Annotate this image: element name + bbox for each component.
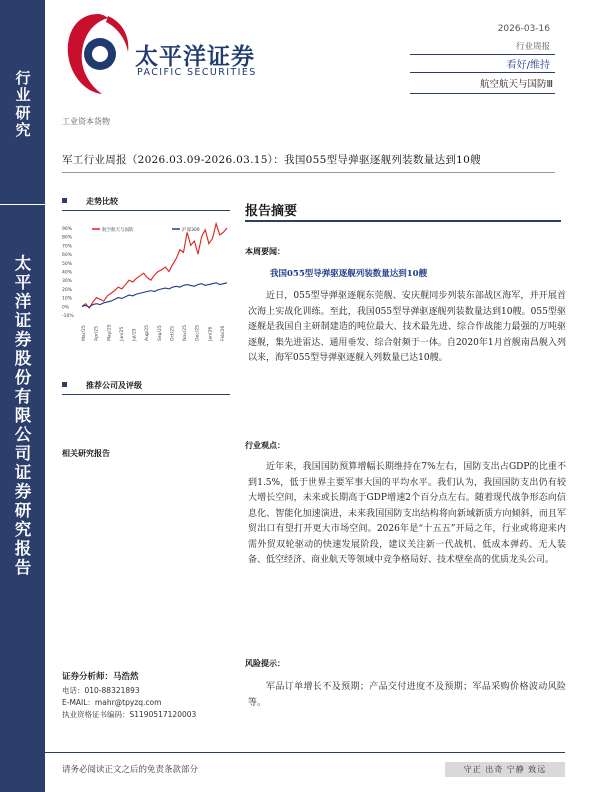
x-tick-label: Mar/25 bbox=[82, 325, 87, 341]
trend-chart bbox=[62, 220, 232, 355]
recommend-rule bbox=[62, 394, 230, 395]
chart-x-axis bbox=[81, 324, 226, 342]
chart-legend bbox=[92, 226, 200, 233]
x-tick-label: Jun/25 bbox=[119, 326, 125, 341]
chart-plot-area bbox=[82, 224, 227, 308]
sidebar-char: 份 bbox=[14, 367, 32, 387]
y-tick-label: 50% bbox=[62, 261, 73, 267]
x-tick-label: Apr/25 bbox=[94, 325, 100, 341]
logo-text-cn: 太平洋证券 bbox=[135, 44, 255, 70]
sidebar-char: 证 bbox=[14, 310, 32, 330]
sidebar-char: 券 bbox=[14, 481, 32, 501]
header-rule-2 bbox=[410, 72, 555, 73]
sidebar-char: 有 bbox=[14, 386, 32, 406]
sidebar-char: 行 bbox=[15, 69, 31, 87]
sidebar-char: 洋 bbox=[14, 291, 32, 311]
analyst-license: 执业资格证书编码：S1190517120003 bbox=[62, 710, 197, 719]
sidebar-char: 告 bbox=[14, 557, 32, 577]
y-tick-label: 20% bbox=[62, 287, 73, 293]
bullet-icon bbox=[62, 198, 67, 203]
sidebar-char: 究 bbox=[14, 519, 32, 539]
logo-text-en: PACIFIC SECURITIES bbox=[137, 67, 257, 78]
focus-title: 我国055型导弹驱逐舰列装数量达到10艘 bbox=[270, 269, 428, 279]
sidebar-top-label bbox=[8, 70, 38, 139]
report-date: 2026-03-16 bbox=[497, 24, 550, 34]
view-label: 行业观点： bbox=[245, 440, 285, 450]
sidebar-char: 报 bbox=[14, 538, 32, 558]
footer-rule bbox=[45, 752, 565, 753]
sidebar-char: 公 bbox=[14, 424, 32, 444]
industry-name: 航空航天与国防Ⅲ bbox=[479, 79, 553, 90]
y-tick-label: 40% bbox=[62, 270, 73, 276]
company-logo bbox=[62, 10, 134, 100]
sidebar-char: 平 bbox=[14, 272, 32, 292]
x-tick-label: May/25 bbox=[107, 324, 113, 341]
sidebar-char: 究 bbox=[15, 120, 31, 139]
focus-body: 近日，055型导弹驱逐舰东莞舰、安庆舰同步列装东部战区海军，并开展首次海上实战化训练。至此，我国055型导弹驱逐舰列装数量达到10艘。055型驱逐舰是我国自主研制建造的吨位最大、技术最先进、综合作战能力最强的万吨驱逐舰，集先进雷达、通用垂发、综合射频于一体。自2020年1月首舰南昌舰入列以来，海军055型导弹驱逐舰入列数量已达10艘。 bbox=[248, 291, 566, 363]
chart-y-axis bbox=[62, 226, 74, 319]
report-type: 行业周报 bbox=[515, 42, 550, 52]
y-tick-label: 0% bbox=[62, 305, 70, 311]
footer-disclaimer: 请务必阅读正文之后的免责条款部分 bbox=[62, 765, 199, 775]
footer-motto: 守正 出奇 宁静 致远 bbox=[445, 762, 565, 777]
sidebar-char: 太 bbox=[14, 254, 32, 273]
series-line bbox=[82, 224, 227, 308]
recommend-heading: 推荐公司及评级 bbox=[86, 380, 142, 390]
legend-label: 沪深300 bbox=[182, 228, 200, 233]
related-heading: 相关研究报告 bbox=[62, 448, 110, 458]
x-tick-label: Nov/25 bbox=[183, 324, 189, 341]
trend-heading: 走势比较 bbox=[86, 196, 118, 206]
rating: 看好/维持 bbox=[506, 60, 550, 71]
y-tick-label: 80% bbox=[62, 235, 73, 241]
x-tick-label: Dec/25 bbox=[195, 325, 201, 341]
bullet-icon bbox=[62, 382, 67, 387]
summary-rule bbox=[245, 220, 561, 222]
sidebar-char: 证 bbox=[14, 462, 32, 482]
x-tick-label: Aug/25 bbox=[145, 324, 151, 341]
y-tick-label: 90% bbox=[62, 227, 73, 232]
sidebar-char: 限 bbox=[14, 405, 32, 425]
risk-body: 军品订单增长不及预期；产品交付进度不及预期；军品采购价格波动风险等。 bbox=[248, 682, 566, 708]
analyst-phone: 电话：010-88321893 bbox=[62, 686, 140, 695]
sidebar-char: 司 bbox=[14, 443, 32, 463]
report-title: 军工行业周报（2026.03.09-2026.03.15）：我国055型导弹驱逐舰列装数量达到10艘 bbox=[62, 154, 481, 166]
analyst-name: 证券分析师：马浩然 bbox=[62, 672, 139, 682]
x-tick-label: Jul/25 bbox=[132, 328, 138, 341]
y-tick-label: 10% bbox=[62, 296, 73, 302]
industry-subtitle: 工业资本货物 bbox=[62, 117, 110, 126]
legend-label: 航空航天与国防 bbox=[102, 228, 134, 233]
sidebar-top bbox=[0, 0, 45, 205]
sidebar-bottom bbox=[0, 205, 45, 792]
title-rule bbox=[62, 172, 555, 173]
trend-rule bbox=[62, 210, 230, 211]
y-tick-label: 60% bbox=[62, 253, 73, 259]
summary-heading: 报告摘要 bbox=[245, 204, 298, 219]
x-tick-label: Feb/26 bbox=[221, 325, 226, 341]
sidebar-char: 券 bbox=[14, 329, 32, 349]
x-tick-label: Oct/25 bbox=[170, 325, 176, 341]
header-rule-3 bbox=[410, 93, 555, 94]
y-tick-label: -10% bbox=[62, 314, 74, 319]
y-tick-label: 70% bbox=[62, 244, 73, 250]
view-body: 近年来，我国国防预算增幅长期维持在7%左右，国防支出占GDP的比重不到1.5%，低于世界主要军事大国的平均水平。我们认为，我国国防支出仍有较大增长空间，未来或长期高于GDP增速2个百分点左右。随着现代战争形态向信息化、智能化加速演进，未来我国国防支出结构将向新域新质方向倾斜，而且军贸出口有望打开更大市场空间。2026年是“十五五”开局之年，行业或将迎来内需外贸双轮驱动的快速发展阶段，建议关注新一代战机、低成本弹药、无人装备、低空经济、商业航天等领域中竞争格局好、技术壁垒高的优质龙头公司。 bbox=[248, 462, 566, 565]
header-rule-1 bbox=[410, 54, 555, 55]
analyst-email: E-MAIL：mahr@tpyzq.com bbox=[62, 698, 162, 707]
series-line bbox=[82, 283, 227, 307]
sidebar-char: 研 bbox=[14, 500, 32, 520]
sidebar-char: 研 bbox=[15, 103, 31, 122]
risk-label: 风险提示： bbox=[245, 658, 285, 668]
y-tick-label: 30% bbox=[62, 279, 73, 285]
sidebar-char: 业 bbox=[15, 86, 31, 105]
focus-label: 本周要闻： bbox=[245, 246, 285, 256]
x-tick-label: Sep/25 bbox=[157, 325, 163, 341]
sidebar-char: 股 bbox=[14, 348, 32, 368]
sidebar-bottom-label bbox=[8, 255, 38, 577]
x-tick-label: Jan/26 bbox=[208, 326, 214, 341]
